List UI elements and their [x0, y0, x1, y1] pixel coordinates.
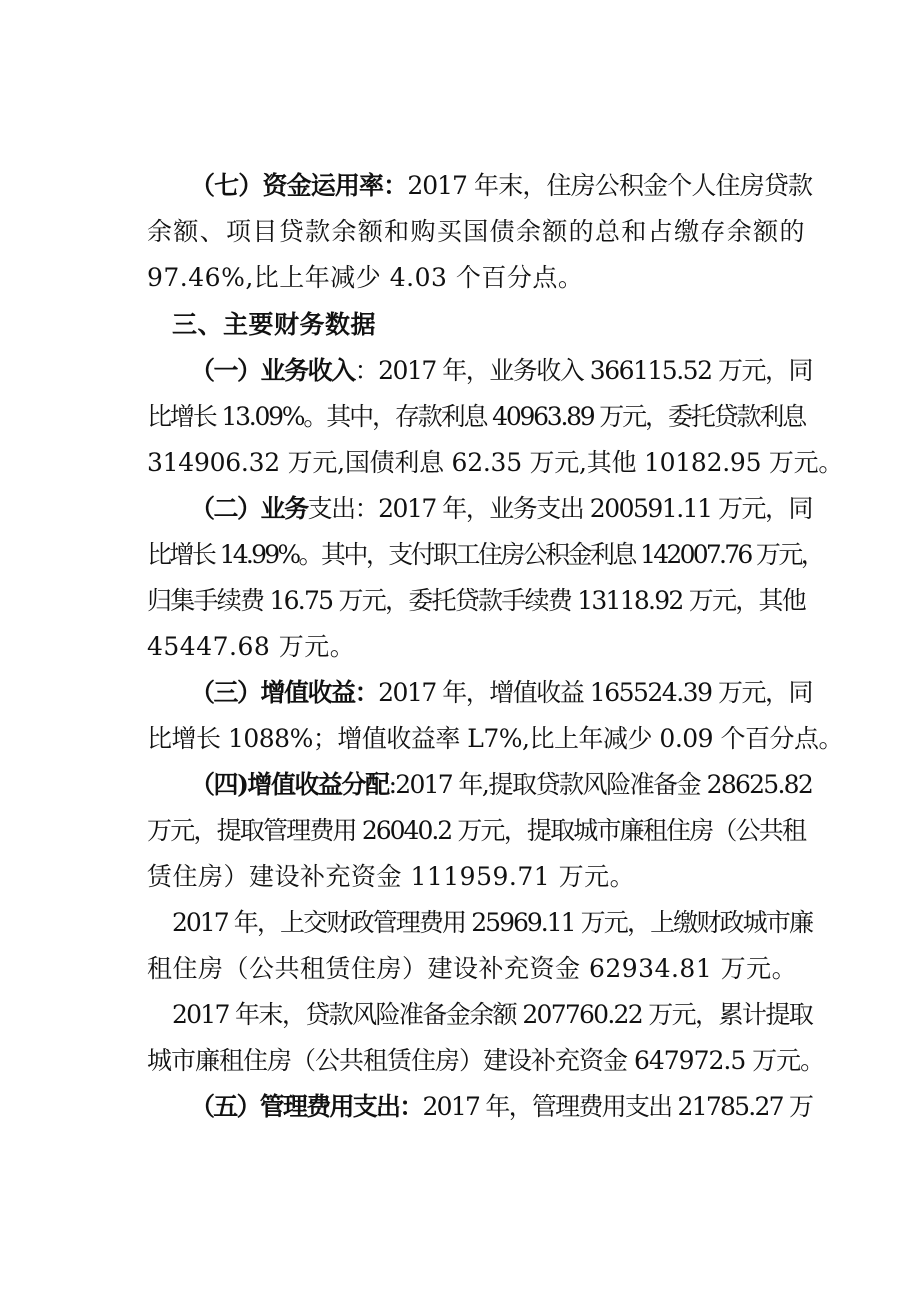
text-segment: 万元，提取管理费用 26040.2 万元，提取城市廉租住房（公共租	[147, 816, 805, 845]
text-segment: 2017 年，增值收益 165524.39 万元，同	[378, 678, 812, 707]
text-segment: ：2017 年，业务收入 366115.52 万元，同	[354, 356, 812, 385]
paragraph-remittance-line-1	[172, 905, 812, 941]
paragraph-year-end-line-2	[147, 1043, 827, 1079]
heading-business-expenditure: （二）业务	[190, 494, 308, 523]
paragraph-4-line-3	[147, 859, 747, 895]
text-segment: :2017 年,提取贷款风险准备金 28625.82	[388, 770, 812, 799]
text-segment: 314906.32 万元,国债利息 62.35 万元,其他 10182.95 万元。	[147, 448, 844, 477]
paragraph-7-line-1	[190, 168, 812, 204]
paragraph-3-line-2	[147, 721, 847, 757]
text-segment: 比增长 1088%；增值收益率 L7%,比上年减少 0.09 个百分点。	[147, 724, 844, 753]
text-segment: 赁住房）建设补充资金 111959.71 万元。	[147, 862, 636, 891]
text-segment: 比增长 14.99%。其中，支付职工住房公积金利息 142007.76 万元，	[147, 540, 823, 569]
heading-fund-utilization-rate: （七）资金运用率：	[190, 171, 408, 200]
text-segment: 租住房（公共租赁住房）建设补充资金 62934.81 万元。	[147, 954, 798, 983]
text-segment: 支出：2017 年，业务支出 200591.11 万元，同	[307, 494, 812, 523]
text-segment: 归集手续费 16.75 万元，委托贷款手续费 13118.92 万元，其他	[147, 586, 805, 615]
paragraph-remittance-line-2	[147, 951, 797, 987]
text-segment: 城市廉租住房（公共租赁住房）建设补充资金 647972.5 万元。	[147, 1046, 825, 1075]
section-title: 三、主要财务数据	[172, 310, 377, 339]
paragraph-3-line-1	[190, 675, 812, 711]
text-segment: 2017 年末，住房公积金个人住房贷款	[407, 171, 812, 200]
text-segment: 2017 年，上交财政管理费用 25969.11 万元，上缴财政城市廉	[172, 908, 812, 937]
paragraph-2-line-1	[190, 491, 812, 527]
heading-management-expense: （五）管理费用支出：	[190, 1092, 423, 1121]
paragraph-5-line-1	[190, 1089, 812, 1125]
paragraph-1-line-2	[147, 399, 805, 435]
text-segment: 2017 年末，贷款风险准备金余额 207760.22 万元，累计提取	[172, 1000, 812, 1029]
paragraph-7-line-2	[147, 214, 805, 250]
paragraph-4-line-1	[190, 767, 812, 803]
paragraph-7-line-3	[147, 260, 767, 296]
heading-value-added-income-distribution: （四)增值收益分配	[190, 770, 389, 799]
text-segment: 45447.68 万元。	[147, 632, 356, 661]
text-segment: 2017 年，管理费用支出 21785.27 万	[422, 1092, 813, 1121]
paragraph-year-end-line-1	[172, 997, 812, 1033]
text-segment: 97.46%,比上年减少 4.03 个百分点。	[147, 263, 584, 292]
heading-business-income: （一）业务收入	[190, 356, 355, 385]
heading-value-added-income: （三）增值收益：	[190, 678, 379, 707]
paragraph-1-line-3	[147, 445, 847, 481]
paragraph-2-line-3	[147, 583, 805, 619]
paragraph-2-line-2	[147, 537, 823, 573]
paragraph-2-line-4	[147, 629, 547, 665]
text-segment: 余额、项目贷款余额和购买国债余额的总和占缴存余额的	[147, 217, 805, 246]
paragraph-1-line-1	[190, 353, 812, 389]
section-heading-main-financial-data	[172, 307, 572, 343]
paragraph-4-line-2	[147, 813, 805, 849]
text-segment: 比增长 13.09%。其中，存款利息 40963.89 万元，委托贷款利息	[147, 402, 805, 431]
